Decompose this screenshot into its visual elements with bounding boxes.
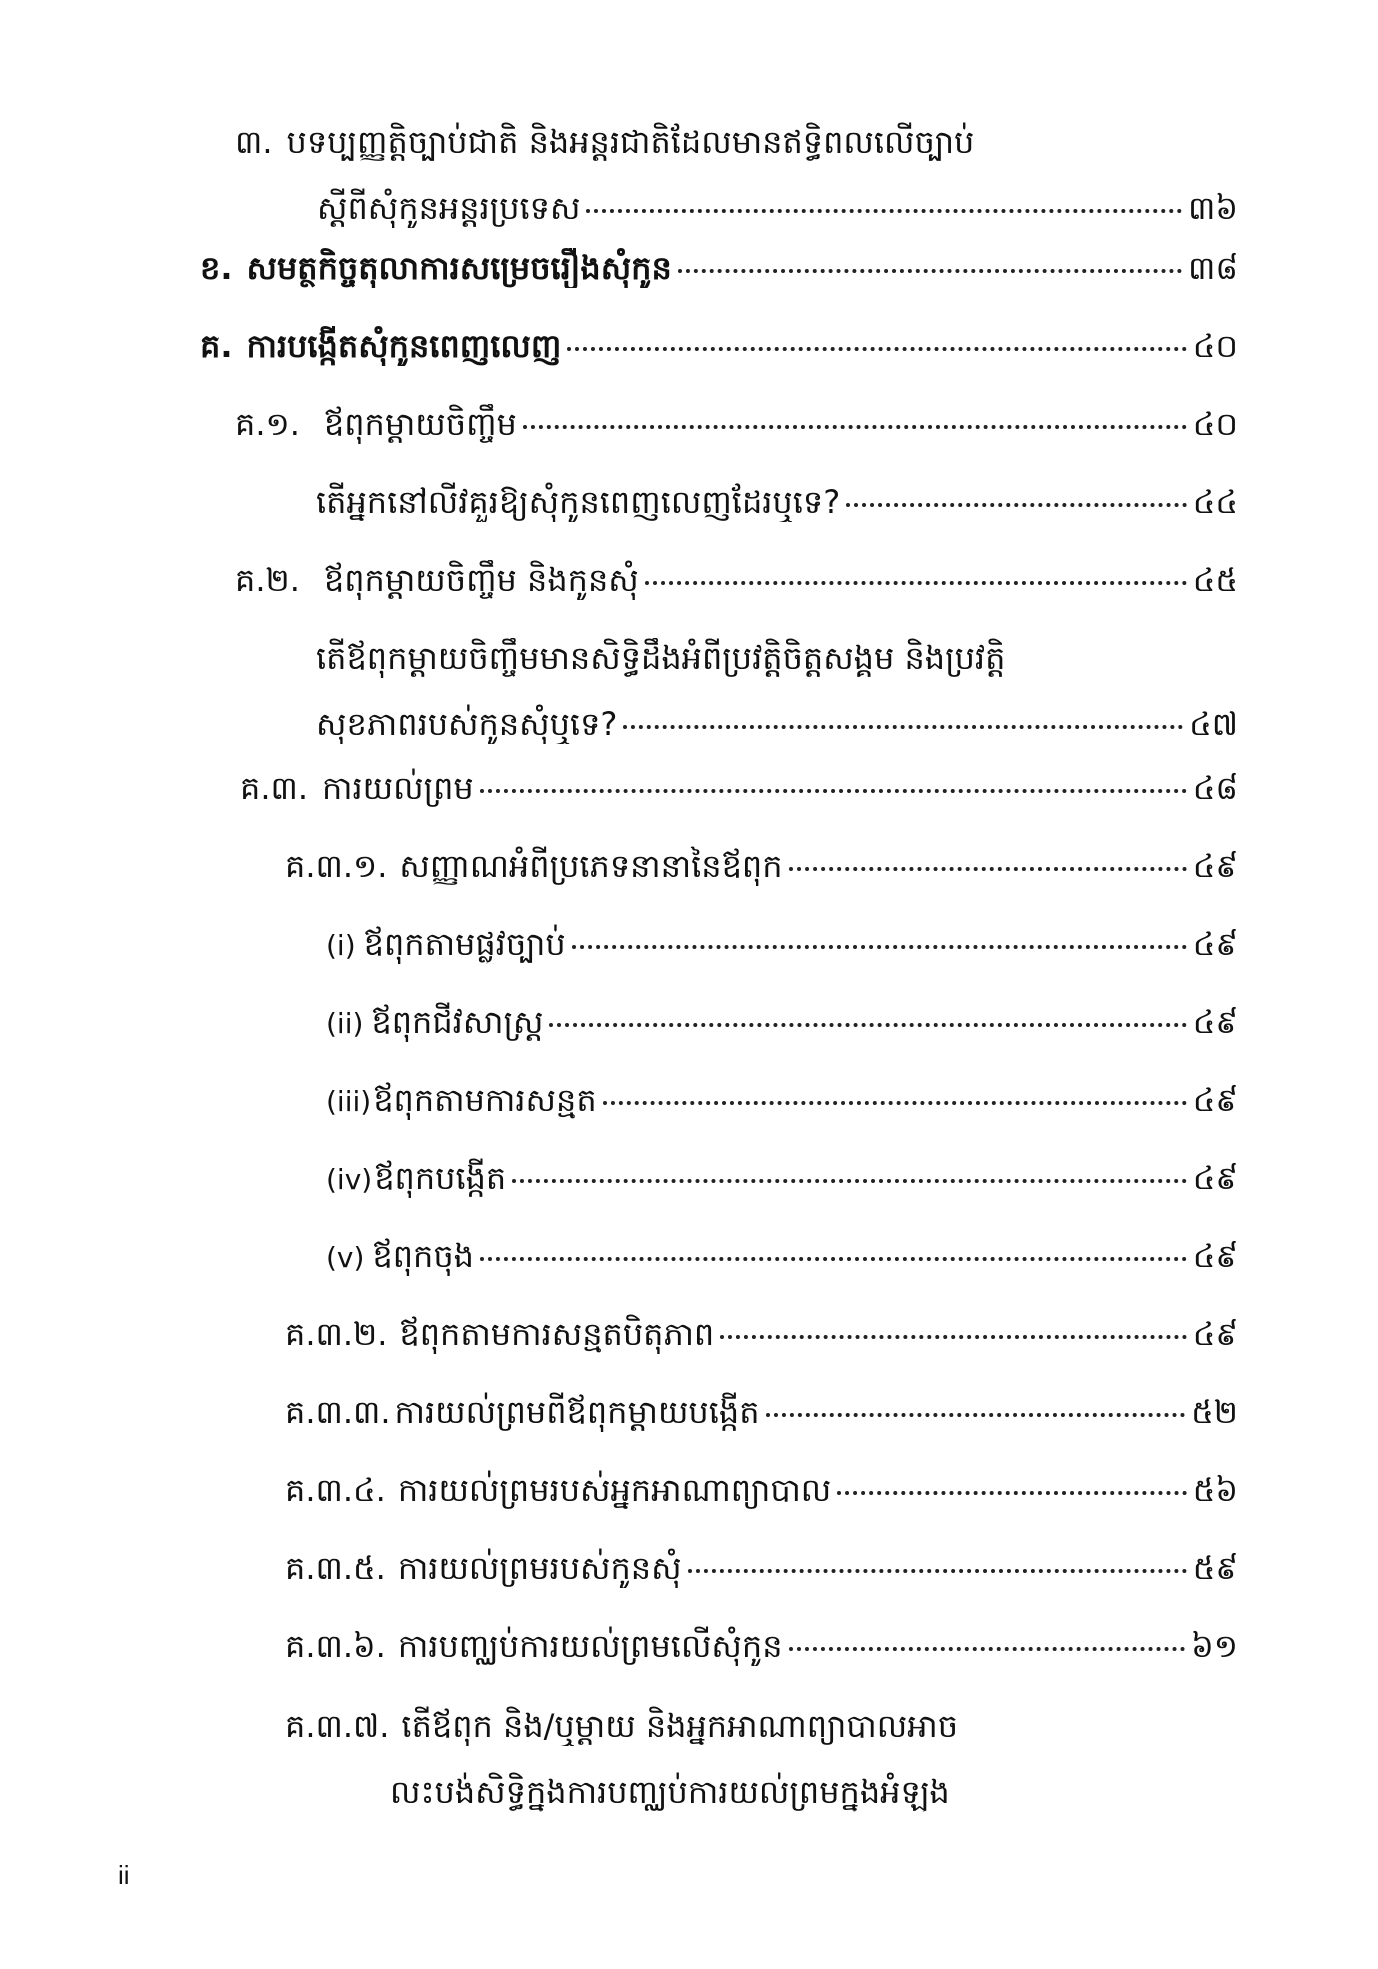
toc-entry [285,846,1238,886]
dot-leader [567,347,1186,351]
toc-entry [285,1626,1238,1666]
toc-page-number: ៥២ [1191,1393,1238,1431]
toc-page-number: ៣៨ [1188,249,1238,287]
toc-entry [285,1392,1238,1432]
toc-number: ៣. [235,123,273,161]
toc-page-number: ៥៩ [1192,1549,1238,1587]
toc-title: ឪពុកតាមការសន្មតបិតុភាព [399,1315,715,1353]
toc-title: ឪពុកជីវសាស្ត្រ [371,1003,544,1041]
toc-title-continuation: សុខភាពរបស់កូនសុំឬទេ? [316,705,618,743]
toc-entry [326,1080,1238,1122]
toc-number: គ.១. [235,405,300,443]
dot-leader [572,945,1187,949]
toc-page-number: ៤៥ [1192,561,1238,599]
dot-leader [837,1491,1186,1495]
toc-title: ការបង្កើតសុំកូនពេញលេញ [246,327,562,365]
toc-number: គ.៣.៣. [285,1393,391,1431]
toc-entry [326,924,1238,966]
dot-leader [603,1101,1187,1105]
toc-number: គ.៣.៤. [285,1471,386,1509]
toc-title-continuation: ស្តីពីសុំកូនអន្តរប្រទេស [317,189,581,227]
toc-title: ការយល់ព្រមរបស់កូនសុំ [397,1549,682,1587]
toc-number: (iv) [326,1163,373,1196]
toc-number: ខ. [200,249,233,287]
toc-entry [316,482,1238,522]
toc-page-number: ៤៤ [1192,483,1238,521]
toc-entry [235,404,1238,444]
dot-leader [789,1647,1186,1651]
toc-page-number: ៤៨ [1192,769,1238,807]
toc-title: តើឪពុកម្តាយចិញ្ចឹមមានសិទ្ធិដឹងអំពីប្រវត្តិចិត្តសង្គម និងប្រវត្តិ [316,639,1006,677]
toc-title: ឪពុកតាមការសន្មត [373,1081,597,1119]
dot-leader [523,425,1187,429]
toc-page-number: ៦១ [1191,1627,1238,1665]
page-footer-number: ii [118,1860,130,1890]
toc-number: គ.៣.៥. [285,1549,386,1587]
toc-title: ការបញ្ឈប់ការយល់ព្រមលើសុំកូន [397,1627,783,1665]
toc-title: សមត្ថកិច្ចតុលាការសម្រេចរឿងសុំកូន [246,249,672,287]
toc-entry [326,1002,1238,1044]
toc-title: ឪពុកបង្កើត [374,1159,507,1197]
toc-page-number: ៤៩ [1192,1159,1238,1197]
toc-page-number: ៥៦ [1192,1471,1238,1509]
dot-leader [688,1569,1187,1573]
toc-title: ឪពុកតាមផ្លូវច្បាប់ [363,925,566,963]
toc-title: ការយល់ព្រមរបស់អ្នកអាណាព្យាបាល [397,1471,832,1509]
toc-page-number: ៤៩ [1192,1315,1238,1353]
toc-title: ឪពុកចុង [372,1237,474,1275]
toc-page-number: ៤៩ [1192,1081,1238,1119]
dot-leader [512,1179,1186,1183]
toc-entry [200,248,1238,288]
toc-entry [235,560,1238,600]
toc-number: គ.៣.១. [285,847,388,885]
toc-page-number: ៤៩ [1192,847,1238,885]
toc-entry [240,768,1238,808]
toc-page-number: ៤៩ [1192,1003,1238,1041]
toc-entry [316,638,1238,744]
toc-number: គ.៣.៧. [285,1707,390,1745]
toc-title: តើឪពុក និង/ឬម្តាយ និងអ្នកអាណាព្យាបាលអាច [401,1707,959,1745]
toc-number: គ. [200,327,233,365]
dot-leader [678,269,1182,273]
toc-title: សញ្ញាណអំពីប្រភេទនានានៃឪពុក [399,847,783,885]
dot-leader [480,1257,1187,1261]
toc-number: (v) [326,1241,365,1274]
toc-page-number: ៤០ [1192,405,1238,443]
toc-title-continuation: លះបង់សិទ្ធិក្នុងការបញ្ឈប់ការយល់ព្រមក្នុងអំឡុង [390,1773,950,1811]
toc-entry [235,122,1238,228]
toc-entry [285,1706,1238,1812]
toc-title: ការយល់ព្រមពីឪពុកម្តាយបង្កើត [394,1393,760,1431]
dot-leader [623,725,1183,729]
toc-entry [285,1470,1238,1510]
toc-entry [200,326,1238,366]
toc-title: ឪពុកម្តាយចិញ្ចឹម [323,405,517,443]
dot-leader [645,581,1187,585]
toc-number: គ.៣. [240,769,308,807]
toc-title: បទប្បញ្ញត្តិច្បាប់ជាតិ និងអន្តរជាតិដែលមានឥទ្ធិពលលើច្បាប់ [286,123,975,161]
dot-leader [480,789,1187,793]
toc-entry [285,1548,1238,1588]
toc-number: គ.២. [235,561,300,599]
dot-leader [766,1413,1186,1417]
dot-leader [720,1335,1186,1339]
dot-leader [789,867,1187,871]
toc-number: (iii) [326,1085,372,1118]
toc-number: (ii) [326,1007,364,1040]
dot-leader [586,209,1182,213]
toc-entry [326,1236,1238,1278]
toc-number: គ.៣.៦. [285,1627,386,1665]
toc-number: គ.៣.២. [285,1315,388,1353]
toc-page-number: ៣៦ [1188,189,1238,227]
toc-page-number: ៤០ [1192,327,1238,365]
toc-title: ការយល់ព្រម [322,769,474,807]
toc-number: (i) [326,929,356,962]
toc-title: តើអ្នកនៅលីវគួរឱ្យសុំកូនពេញលេញដែរឬទេ? [316,483,841,521]
dot-leader [846,503,1187,507]
toc-page-number: ៤៩ [1192,925,1238,963]
toc-entry [285,1314,1238,1354]
dot-leader [549,1023,1186,1027]
toc-entry [326,1158,1238,1200]
toc-page-number: ៤៩ [1192,1237,1238,1275]
toc-title: ឪពុកម្តាយចិញ្ចឹម និងកូនសុំ [323,561,639,599]
toc-page-number: ៤៧ [1189,705,1238,743]
